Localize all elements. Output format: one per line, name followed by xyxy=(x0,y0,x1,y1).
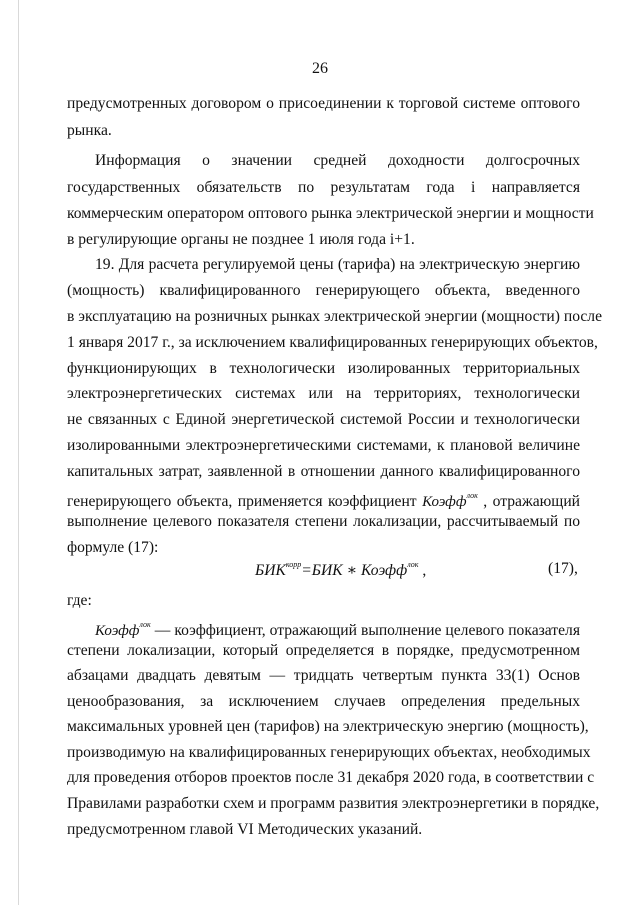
text-line: не связанных с Единой энергетической системой России и технологически xyxy=(67,411,580,428)
coefficient-base: Коэфф xyxy=(95,623,140,639)
formula-tail: , xyxy=(418,562,427,579)
text-line: функционирующих в технологически изолированных территориальных xyxy=(67,360,580,377)
text-line: для проведения отборов проектов после 31 декабря 2020 года, в соответствии с xyxy=(67,769,595,786)
coefficient-superscript: лок xyxy=(466,491,478,500)
text-line: в регулирующие органы не позднее 1 июля года i+1. xyxy=(67,231,415,248)
formula-lhs-superscript: корр xyxy=(285,560,302,569)
text-line: рынка. xyxy=(67,122,112,139)
text-line: предусмотренном главой VI Методических указаний. xyxy=(67,821,423,838)
definition-first-line xyxy=(95,615,580,641)
text-line: коммерческим оператором оптового рынка электрической энергии и мощности xyxy=(67,205,594,222)
text-line: 1 января 2017 г., за исключением квалифицированных генерирующих объектов, xyxy=(67,334,598,351)
page-number: 26 xyxy=(312,60,328,77)
coefficient-base: Коэфф xyxy=(422,494,467,510)
text-line: капитальных затрат, заявленной в отношении данного квалифицированного xyxy=(67,463,580,480)
formula-times: ∗ xyxy=(342,562,362,579)
formula-lhs: БИК xyxy=(255,562,286,579)
text-line: (мощность) квалифицированного генерирующего объекта, введенного xyxy=(67,282,580,299)
text-line: максимальных уровней цен (тарифов) на электрическую энергию (мощность), xyxy=(67,718,589,735)
text-line: электроэнергетических системах или на территориях, технологически xyxy=(67,385,580,402)
formula-number: (17), xyxy=(548,560,578,577)
formula-17 xyxy=(255,560,426,580)
coefficient-symbol xyxy=(422,491,478,510)
text-line: в эксплуатацию на розничных рынках электрической энергии (мощности) после xyxy=(67,308,602,325)
coefficient-symbol xyxy=(95,620,151,639)
text-line: государственных обязательств по результатам года i направляется xyxy=(67,179,580,196)
text-line: изолированными электроэнергетическими системами, к плановой величине xyxy=(67,437,580,454)
text-line: формуле (17): xyxy=(67,539,159,556)
text-line: абзацами двадцать девятым — тридцать четвертым пункта 33(1) Основ xyxy=(67,667,580,684)
formula-rhs-superscript: лок xyxy=(407,560,419,569)
text-fragment: — коэффициент, отражающий выполнение целевого показателя xyxy=(150,622,580,639)
where-label: где: xyxy=(67,592,92,609)
scan-edge-line xyxy=(18,0,19,905)
text-line: выполнение целевого показателя степени локализации, рассчитываемый по xyxy=(67,513,580,530)
text-line-with-coefficient xyxy=(67,486,580,512)
formula-equals: = xyxy=(301,562,312,579)
text-fragment: , отражающий xyxy=(483,493,581,510)
text-line: производимую на квалифицированных генерирующих объектах, необходимых xyxy=(67,744,591,761)
text-line: предусмотренных договором о присоединении к торговой системе оптового xyxy=(67,95,580,112)
text-line: ценообразования, за исключением случаев определения предельных xyxy=(67,693,580,710)
text-fragment: генерирующего объекта, применяется коэффициент xyxy=(67,493,417,510)
text-line: степени локализации, который определяется в порядке, предусмотренном xyxy=(67,642,580,659)
text-line: Правилами разработки схем и программ развития электроэнергетики в порядке, xyxy=(67,795,600,812)
text-line: Информация о значении средней доходности долгосрочных xyxy=(95,152,580,169)
formula-rhs: БИК xyxy=(311,562,343,579)
formula-rhs-coefficient: Коэфф xyxy=(361,562,408,579)
text-line: 19. Для расчета регулируемой цены (тарифа) на электрическую энергию xyxy=(95,256,580,273)
coefficient-superscript: лок xyxy=(139,620,151,629)
